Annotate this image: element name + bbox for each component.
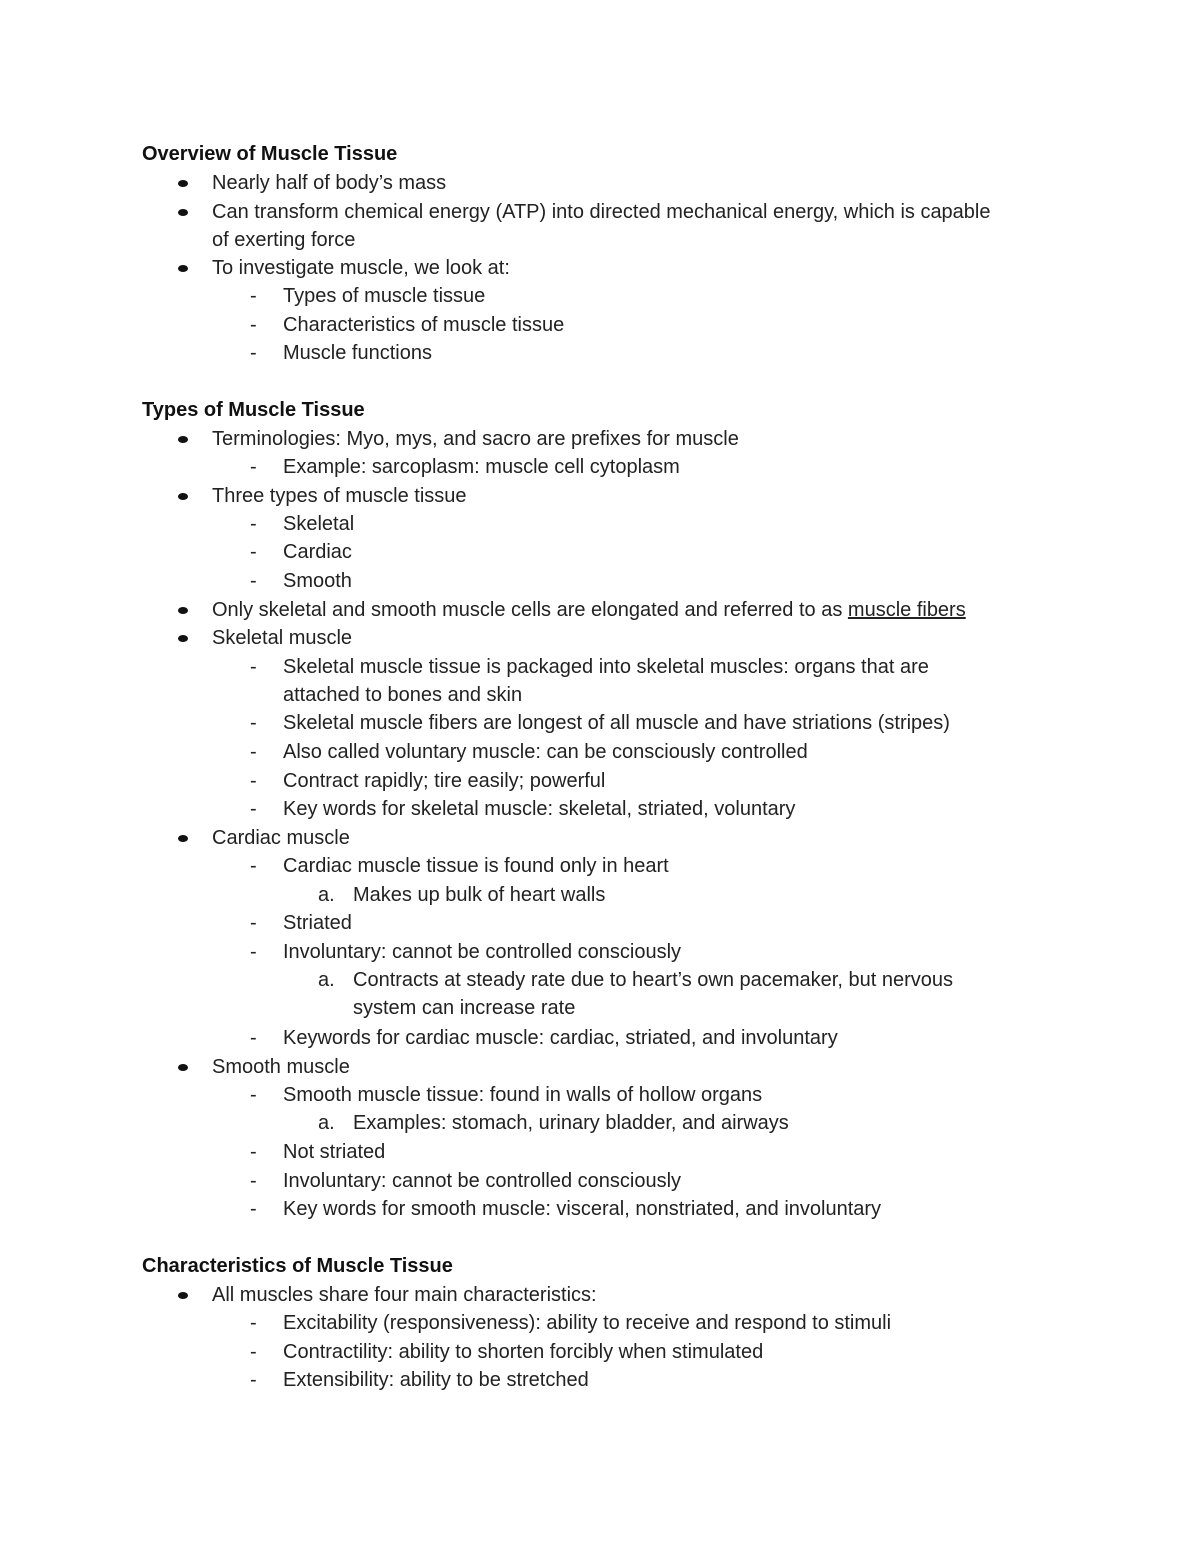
dash-marker: -: [250, 1170, 257, 1192]
bullet-icon: [178, 607, 188, 614]
dash-marker: -: [250, 656, 257, 678]
sub-list-item: Skeletal muscle tissue is packaged into skeletal muscles: organs that are: [283, 656, 929, 678]
dash-marker: -: [250, 1027, 257, 1049]
dash-marker: -: [250, 770, 257, 792]
dash-marker: -: [250, 741, 257, 763]
sub-list-item: Also called voluntary muscle: can be consciously controlled: [283, 741, 808, 763]
section-heading-overview: Overview of Muscle Tissue: [142, 143, 398, 165]
sub-list-item: Types of muscle tissue: [283, 285, 486, 307]
dash-marker: -: [250, 941, 257, 963]
dash-marker: -: [250, 1312, 257, 1334]
sub-list-item: Striated: [283, 912, 352, 934]
dash-marker: -: [250, 855, 257, 877]
underlined-term: muscle fibers: [847, 599, 966, 621]
sub-list-item: Cardiac muscle tissue is found only in heart: [283, 855, 669, 877]
list-item: Skeletal muscle: [212, 627, 353, 649]
dash-marker: -: [250, 912, 257, 934]
sub-list-item: Key words for skeletal muscle: skeletal, striated, voluntary: [283, 798, 796, 820]
dash-marker: -: [250, 798, 257, 820]
sub-list-item: Extensibility: ability to be stretched: [283, 1369, 589, 1391]
bullet-icon: [178, 1064, 188, 1071]
sub-list-item: Involuntary: cannot be controlled consciously: [283, 941, 682, 963]
sub-list-item: Example: sarcoplasm: muscle cell cytoplasm: [283, 456, 680, 478]
sub-sub-list-item: Examples: stomach, urinary bladder, and airways: [353, 1112, 789, 1134]
list-item-continuation: of exerting force: [212, 229, 356, 251]
dash-marker: -: [250, 1084, 257, 1106]
list-item: Nearly half of body’s mass: [212, 172, 447, 194]
list-item: Can transform chemical energy (ATP) into directed mechanical energy, which is capable: [212, 201, 991, 223]
sub-list-item: Skeletal: [283, 513, 355, 535]
sub-list-item: Contractility: ability to shorten forcibly when stimulated: [283, 1341, 764, 1363]
list-item-text: Only skeletal and smooth muscle cells are elongated and referred to as: [212, 599, 848, 621]
alpha-marker: a.: [318, 1112, 335, 1134]
sub-list-item: Involuntary: cannot be controlled consciously: [283, 1170, 682, 1192]
sub-list-item: Smooth: [283, 570, 352, 592]
dash-marker: -: [250, 513, 257, 535]
dash-marker: -: [250, 1198, 257, 1220]
dash-marker: -: [250, 1341, 257, 1363]
dash-marker: -: [250, 314, 257, 336]
dash-marker: -: [250, 541, 257, 563]
section-heading-characteristics: Characteristics of Muscle Tissue: [142, 1255, 453, 1277]
list-item: Three types of muscle tissue: [212, 485, 467, 507]
bullet-icon: [178, 835, 188, 842]
list-item: To investigate muscle, we look at:: [212, 257, 510, 279]
sub-sub-list-item-continuation: system can increase rate: [353, 997, 576, 1019]
dash-marker: -: [250, 285, 257, 307]
sub-list-item: Smooth muscle tissue: found in walls of hollow organs: [283, 1084, 763, 1106]
dash-marker: -: [250, 1141, 257, 1163]
sub-list-item: Key words for smooth muscle: visceral, nonstriated, and involuntary: [283, 1198, 882, 1220]
bullet-icon: [178, 1292, 188, 1299]
sub-list-item: Not striated: [283, 1141, 386, 1163]
sub-list-item: Contract rapidly; tire easily; powerful: [283, 770, 606, 792]
list-item: [212, 596, 966, 624]
section-heading-types: Types of Muscle Tissue: [142, 399, 365, 421]
list-item: Terminologies: Myo, mys, and sacro are prefixes for muscle: [212, 428, 739, 450]
bullet-icon: [178, 180, 188, 187]
sub-sub-list-item: Makes up bulk of heart walls: [353, 884, 606, 906]
bullet-icon: [178, 436, 188, 443]
dash-marker: -: [250, 712, 257, 734]
list-item: All muscles share four main characteristics:: [212, 1284, 597, 1306]
alpha-marker: a.: [318, 969, 335, 991]
alpha-marker: a.: [318, 884, 335, 906]
dash-marker: -: [250, 456, 257, 478]
bullet-icon: [178, 265, 188, 272]
dash-marker: -: [250, 1369, 257, 1391]
list-item: Smooth muscle: [212, 1056, 350, 1078]
bullet-icon: [178, 209, 188, 216]
bullet-icon: [178, 493, 188, 500]
sub-list-item: Keywords for cardiac muscle: cardiac, striated, and involuntary: [283, 1027, 838, 1049]
list-item: Cardiac muscle: [212, 827, 350, 849]
sub-list-item-continuation: attached to bones and skin: [283, 684, 523, 706]
sub-list-item: Muscle functions: [283, 342, 432, 364]
sub-sub-list-item: Contracts at steady rate due to heart’s own pacemaker, but nervous: [353, 969, 953, 991]
sub-list-item: Excitability (responsiveness): ability to receive and respond to stimuli: [283, 1312, 892, 1334]
sub-list-item: Cardiac: [283, 541, 352, 563]
sub-list-item: Skeletal muscle fibers are longest of all muscle and have striations (stripes): [283, 712, 950, 734]
sub-list-item: Characteristics of muscle tissue: [283, 314, 565, 336]
dash-marker: -: [250, 342, 257, 364]
bullet-icon: [178, 635, 188, 642]
dash-marker: -: [250, 570, 257, 592]
